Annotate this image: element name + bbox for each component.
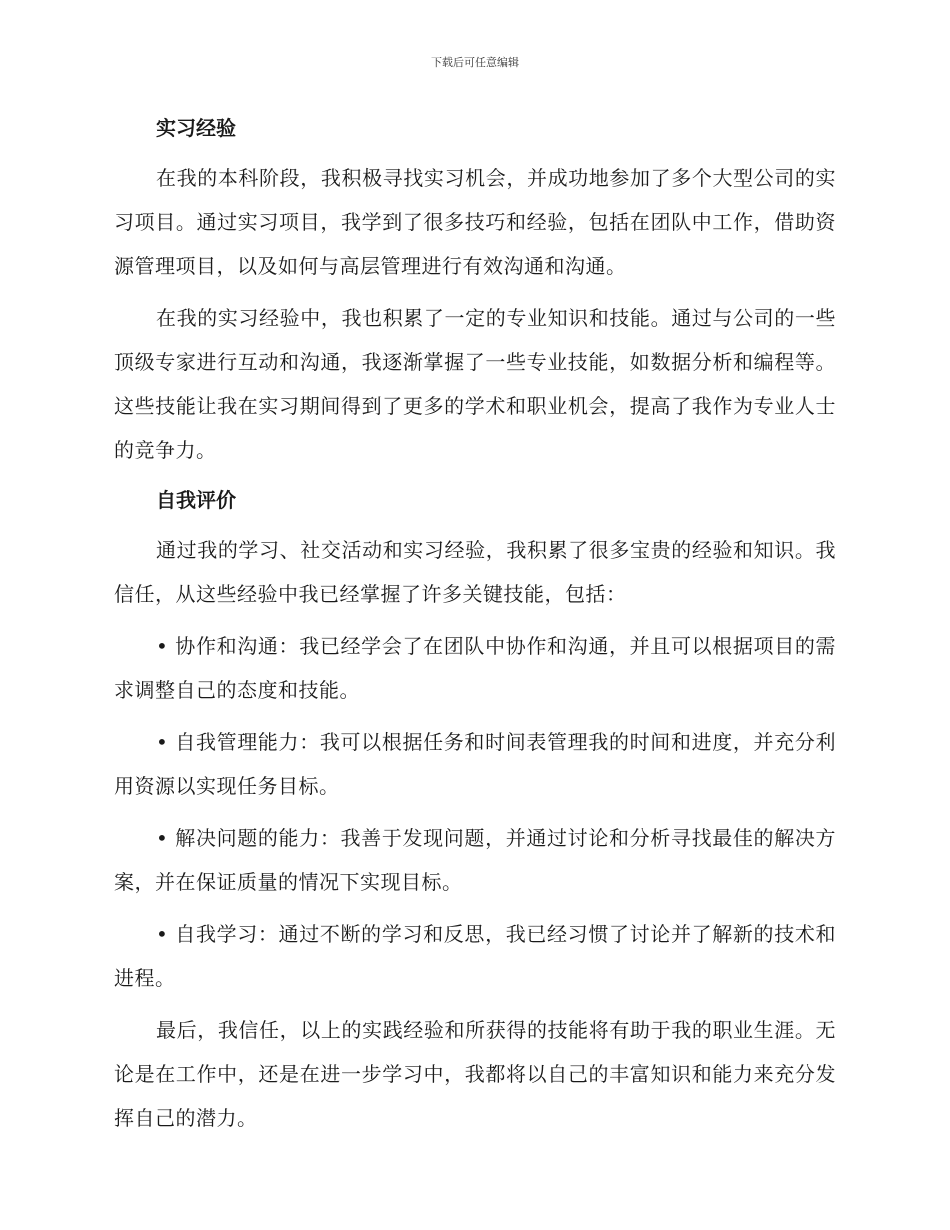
conclusion-paragraph: 最后，我信任，以上的实践经验和所获得的技能将有助于我的职业生涯。无论是在工作中，还是在进一步学习中，我都将以自己的丰富知识和能力来充分发挥自己的潜力。	[114, 1018, 836, 1130]
skill-item-problem-solving: • 解决问题的能力：我善于发现问题，并通过讨论和分析寻找最佳的解决方案，并在保证质量的情况下实现目标。	[114, 826, 836, 894]
page-header-note: 下载后可任意编辑	[431, 56, 519, 69]
self-evaluation-intro: 通过我的学习、社交活动和实习经验，我积累了很多宝贵的经验和知识。我信任，从这些经验中我已经掌握了许多关键技能，包括：	[114, 538, 836, 606]
skill-item-self-learning: • 自我学习：通过不断的学习和反思，我已经习惯了讨论并了解新的技术和进程。	[114, 922, 836, 990]
skill-item-collaboration: • 协作和沟通：我已经学会了在团队中协作和沟通，并且可以根据项目的需求调整自己的态度和技能。	[114, 634, 836, 702]
section-title-internship: 实习经验	[156, 116, 236, 140]
section-title-self-evaluation: 自我评价	[156, 488, 236, 512]
document-body	[114, 110, 836, 1140]
internship-paragraph-2: 在我的实习经验中，我也积累了一定的专业知识和技能。通过与公司的一些顶级专家进行互动和沟通，我逐渐掌握了一些专业技能，如数据分析和编程等。这些技能让我在实习期间得到了更多的学术和职业机会，提高了我作为专业人士的竞争力。	[114, 306, 836, 462]
internship-paragraph-1: 在我的本科阶段，我积极寻找实习机会，并成功地参加了多个大型公司的实习项目。通过实习项目，我学到了很多技巧和经验，包括在团队中工作，借助资源管理项目，以及如何与高层管理进行有效沟通和沟通。	[114, 166, 836, 278]
skill-item-self-management: • 自我管理能力：我可以根据任务和时间表管理我的时间和进度，并充分利用资源以实现任务目标。	[114, 730, 836, 798]
